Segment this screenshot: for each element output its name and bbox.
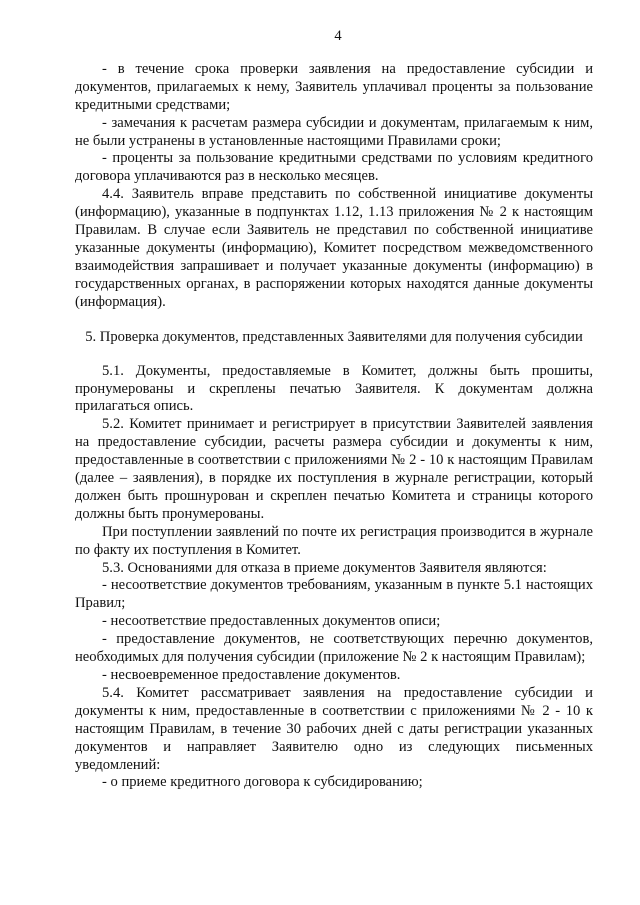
paragraph-refusal-late: - несвоевременное предоставление документов. xyxy=(102,667,401,683)
section-5-heading: 5. Проверка документов, представленных Заявителями для получения субсидии xyxy=(85,328,583,345)
document-page xyxy=(75,28,593,792)
paragraph-5-1: 5.1. Документы, предоставляемые в Комитет, должны быть прошиты, пронумерованы и скреплены печатью Заявителя. К документам должна прилагаться опись. xyxy=(75,362,593,415)
paragraph-acceptance-notice: - о приеме кредитного договора к субсидированию; xyxy=(102,774,423,791)
paragraph-refusal-list: - предоставление документов, не соответствующих перечню документов, необходимых для получения субсидии (приложение № 2 к настоящим Правилам); xyxy=(75,631,593,666)
paragraph-remarks-not-fixed: - замечания к расчетам размера субсидии и документам, прилагаемым к ним, не были устранены в установленные настоящими Правилами сроки; xyxy=(75,114,593,149)
paragraph-refusal-inventory: - несоответствие предоставленных документов описи; xyxy=(102,613,441,630)
paragraph-mail-registration: При поступлении заявлений по почте их регистрация производится в журнале по факту их поступления в Комитет. xyxy=(75,523,593,558)
paragraph-5-4: 5.4. Комитет рассматривает заявления на предоставление субсидии и документы к ним, предоставленные в соответствии с приложениями № 2 - 10 к настоящим Правилам, в течение 30 рабочих дней с даты регистрации указанных документов и направляет Заявителю одно из следующих письменных уведомлений: xyxy=(75,684,593,773)
paragraph-4-4: 4.4. Заявитель вправе представить по собственной инициативе документы (информацию), указанные в подпунктах 1.12, 1.13 приложения № 2 к настоящим Правилам. В случае если Заявитель не представил по собственной инициативе указанные документы (информацию), Комитет посредством межведомственного взаимодействия запрашивает и получает указанные документы (информацию) в государственных органах, в распоряжении которых находятся данные документы (информация). xyxy=(75,186,593,310)
paragraph-5-2: 5.2. Комитет принимает и регистрирует в присутствии Заявителей заявления на предоставление субсидии, расчеты размера субсидии и документы к ним, предоставленные в соответствии с приложениями № 2 - 10 к настоящим Правилам (далее – заявления), в порядке их поступления в журнале регистрации, который должен быть прошнурован и скреплен печатью Комитета и страницы которого должны быть пронумерованы. xyxy=(75,416,593,522)
paragraph-5-3: 5.3. Основаниями для отказа в приеме документов Заявителя являются: xyxy=(102,559,547,576)
page-number: 4 xyxy=(334,28,342,44)
paragraph-refusal-requirements: - несоответствие документов требованиям, указанным в пункте 5.1 настоящих Правил; xyxy=(75,577,593,612)
paragraph-interest-schedule: - проценты за пользование кредитными средствами по условиям кредитного договора уплачиваются раз в несколько месяцев. xyxy=(75,150,593,185)
paragraph-interest-paid: - в течение срока проверки заявления на предоставление субсидии и документов, прилагаемых к нему, Заявитель уплачивал проценты за пользование кредитными средствами; xyxy=(75,60,593,113)
